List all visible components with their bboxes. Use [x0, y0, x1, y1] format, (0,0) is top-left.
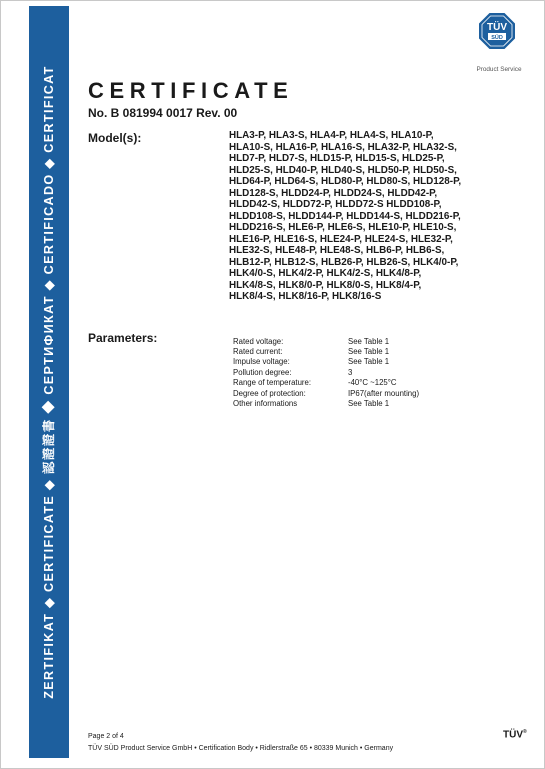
- logo-caption: Product Service: [476, 66, 522, 73]
- models-line: HLA10-S, HLA16-P, HLA16-S, HLA32-P, HLA32-S,: [229, 141, 457, 153]
- parameter-row: [233, 398, 419, 408]
- models-line: HLB12-P, HLB12-S, HLB26-P, HLB26-S, HLK4/0-P,: [229, 256, 459, 268]
- parameters-table: [233, 336, 419, 409]
- parameter-name: Rated current:: [233, 347, 283, 357]
- models-line: HLK8/4-S, HLK8/16-P, HLK8/16-S: [229, 291, 382, 302]
- parameter-value: See Table 1: [348, 347, 390, 357]
- parameter-row: [233, 357, 419, 367]
- parameter-name: Other informations: [233, 399, 298, 409]
- models-line: HLDD108-S, HLDD144-P, HLDD144-S, HLDD216-P,: [229, 210, 461, 222]
- models-line: HLE32-S, HLE48-P, HLE48-S, HLB6-P, HLB6-S,: [229, 245, 445, 256]
- side-band-text: ZERTIFIKAT ◆ CERTIFICATE ◆ 認證證書 ◆ СЕРТИФИКАТ ◆ CERTIFICADO ◆ CERTIFICAT: [42, 65, 56, 699]
- models-label: Model(s):: [88, 131, 142, 145]
- parameter-row: [233, 378, 419, 388]
- models-line: HLD64-P, HLD64-S, HLD80-P, HLD80-S, HLD128-P,: [229, 176, 462, 187]
- document-title: CERTIFICATE: [88, 78, 294, 103]
- models-line: HLK4/8-S, HLK8/0-P, HLK8/0-S, HLK8/4-P,: [229, 279, 422, 291]
- page-number: Page 2 of 4: [88, 733, 124, 740]
- models-line: HLA3-P, HLA3-S, HLA4-P, HLA4-S, HLA10-P,: [229, 130, 434, 141]
- models-line: HLDD216-S, HLE6-P, HLE6-S, HLE10-P, HLE10-S,: [229, 222, 457, 233]
- models-line: HLD7-P, HLD7-S, HLD15-P, HLD15-S, HLD25-P,: [229, 153, 445, 164]
- parameter-value: See Table 1: [348, 357, 390, 367]
- parameter-value: See Table 1: [348, 399, 390, 409]
- parameter-row: [233, 388, 419, 398]
- parameter-row: [233, 336, 419, 346]
- parameter-value: See Table 1: [348, 336, 390, 346]
- models-list: [229, 130, 525, 303]
- parameter-row: [233, 346, 419, 356]
- parameter-name: Pollution degree:: [233, 367, 292, 377]
- parameters-label: Parameters:: [88, 331, 158, 345]
- parameter-row: [233, 367, 419, 377]
- parameter-value: 3: [348, 367, 353, 377]
- tuv-footer-text: TÜV: [503, 729, 523, 741]
- parameter-name: Range of temperature:: [233, 378, 312, 388]
- tuv-footer-logo: [503, 729, 527, 740]
- issuer-address: TÜV SÜD Product Service GmbH • Certification Body • Ridlerstraße 65 • 80339 Munich • Germany: [88, 745, 394, 752]
- logo-text-sud: SÜD: [491, 35, 503, 41]
- parameter-name: Impulse voltage:: [233, 357, 290, 367]
- models-line: HLK4/0-S, HLK4/2-P, HLK4/2-S, HLK4/8-P,: [229, 268, 422, 279]
- registered-mark: ®: [523, 729, 527, 735]
- models-line: HLDD42-S, HLDD72-P, HLDD72-S HLDD108-P,: [229, 199, 442, 210]
- certificate-number: No. B 081994 0017 Rev. 00: [88, 106, 238, 120]
- logo-text-tuv: TÜV: [487, 22, 507, 33]
- tuv-sud-logo-icon: [479, 13, 515, 49]
- parameter-name: Rated voltage:: [233, 336, 284, 346]
- parameter-value: -40°C ~125°C: [348, 378, 397, 388]
- models-line: HLD128-S, HLDD24-P, HLDD24-S, HLDD42-P,: [229, 187, 438, 199]
- parameter-value: IP67(after mounting): [348, 388, 420, 398]
- models-line: HLE16-P, HLE16-S, HLE24-P, HLE24-S, HLE32-P,: [229, 233, 453, 245]
- parameter-name: Degree of protection:: [233, 388, 306, 398]
- models-line: HLD25-S, HLD40-P, HLD40-S, HLD50-P, HLD50-S,: [229, 164, 457, 176]
